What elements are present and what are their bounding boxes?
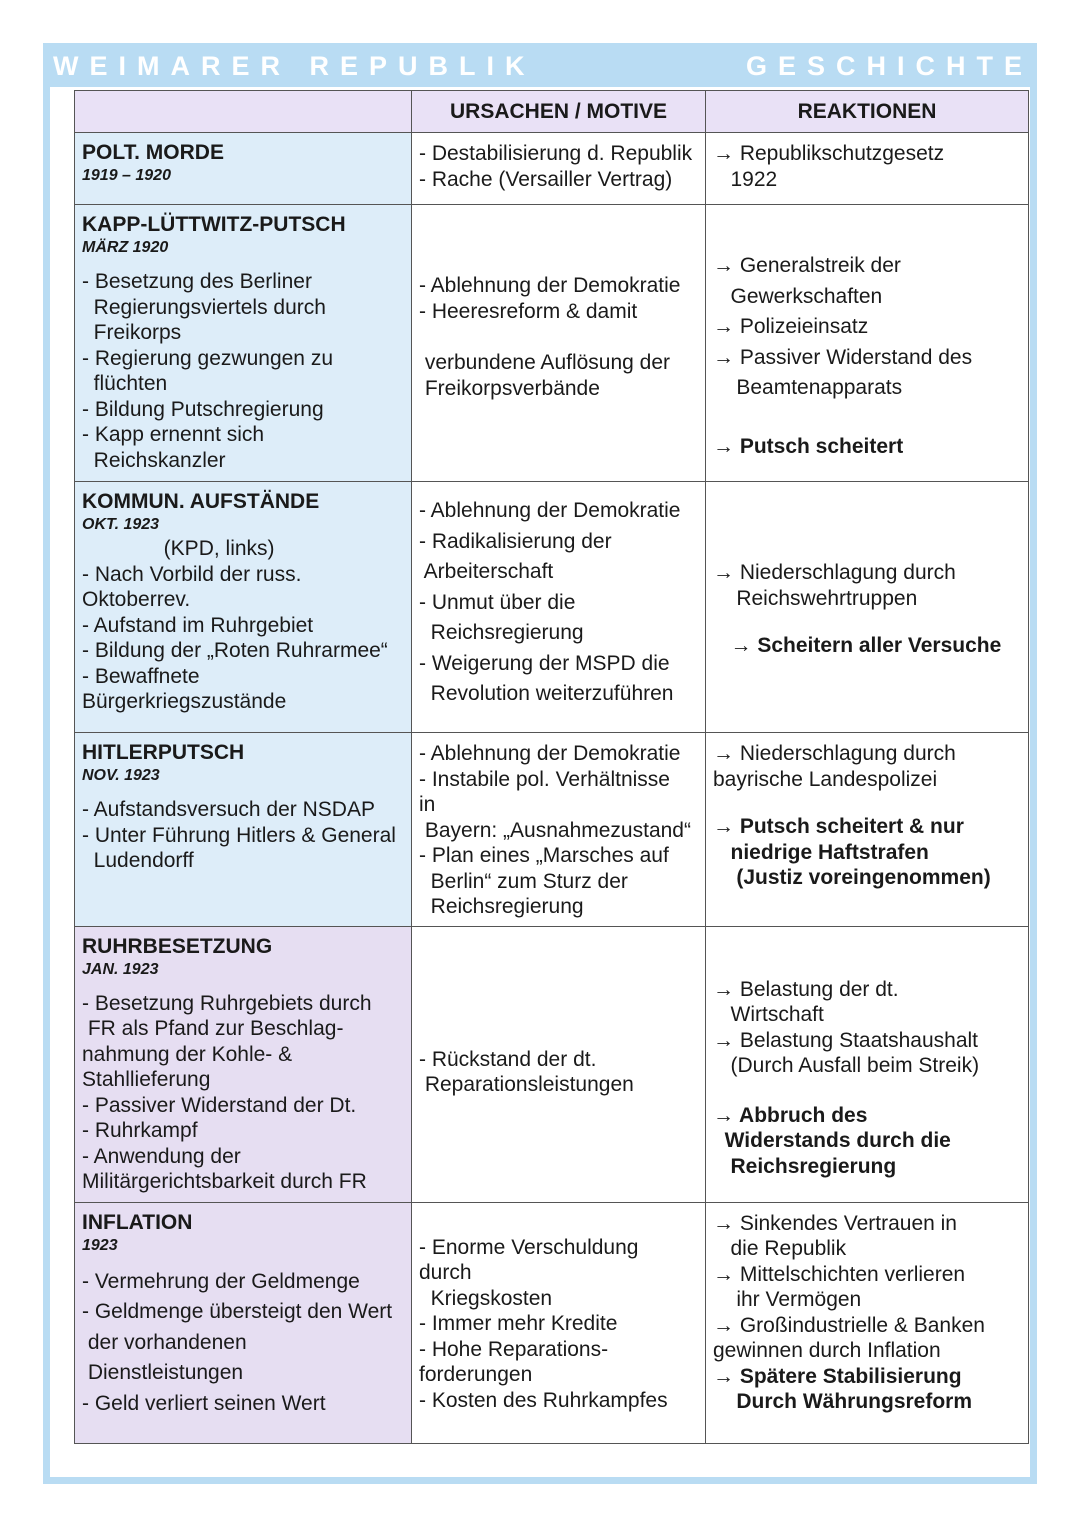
event-detail-line: Bürgerkriegszustände: [82, 690, 287, 713]
cause-line: - Enorme Verschuldung: [419, 1235, 639, 1259]
reaction-line: die Republik: [713, 1237, 847, 1260]
event-cell: [75, 926, 412, 1202]
cause-line: - Destabilisierung d. Republik: [419, 142, 693, 165]
column-header-causes: URSACHEN / MOTIVE: [412, 91, 706, 133]
event-detail-line: FR als Pfand zur Beschlag-: [82, 1017, 344, 1040]
event-date: MÄRZ 1920: [82, 239, 169, 256]
reaction-result-line: → Putsch scheitert: [713, 434, 904, 458]
event-detail-line: Militärgerichtsbarkeit durch FR: [82, 1170, 367, 1193]
cause-line: - Rückstand der dt.: [419, 1047, 597, 1071]
column-header-event: [75, 91, 412, 133]
reaction-line: Gewerkschaften: [713, 284, 883, 308]
event-detail-line: - Bildung der „Roten Ruhrarmee“: [82, 639, 388, 662]
reaction-line: 1922: [713, 167, 778, 191]
cause-line: Revolution weiterzuführen: [419, 682, 674, 705]
cause-line: - Hohe Reparations-: [419, 1337, 609, 1361]
reaction-line: → Generalstreik der: [713, 254, 901, 277]
reactions-cell: [706, 1202, 1029, 1443]
event-detail-line: Reichskanzler: [82, 448, 226, 472]
event-detail-line: Regierungsviertels durch: [82, 295, 326, 319]
event-date: OKT. 1923: [82, 516, 160, 533]
reaction-line: → Republikschutzgesetz: [713, 142, 945, 165]
cause-line: Reparationsleistungen: [419, 1073, 634, 1096]
cause-line: - Ablehnung der Demokratie: [419, 742, 681, 765]
reaction-line: → Niederschlagung durch: [713, 742, 956, 765]
cause-line: in: [419, 793, 436, 816]
cause-line: Bayern: „Ausnahmezustand“: [419, 818, 691, 842]
reaction-line: → Mittelschichten verlieren: [713, 1262, 966, 1286]
reaction-line: (Durch Ausfall beim Streik): [713, 1054, 980, 1077]
event-date: 1923: [82, 1236, 118, 1254]
event-title: INFLATION: [82, 1210, 193, 1234]
table-header-row: [75, 91, 1029, 133]
reaction-line: → Großindustrielle & Banken: [713, 1313, 985, 1337]
cause-line: - Plan eines „Marsches auf: [419, 844, 669, 867]
cause-line: verbundene Auflösung der: [419, 351, 671, 374]
cause-line: durch: [419, 1261, 472, 1284]
event-detail-line: - Regierung gezwungen zu: [82, 346, 333, 370]
causes-cell: [412, 205, 706, 482]
event-detail-line: Dienstleistungen: [82, 1361, 244, 1384]
reaction-line: → Belastung Staatshaushalt: [713, 1028, 979, 1052]
reaction-result-line: → Scheitern aller Versuche: [713, 634, 1002, 657]
causes-cell: [412, 1202, 706, 1443]
event-detail-line: - Geld verliert seinen Wert: [82, 1391, 326, 1415]
cause-line: - Immer mehr Kredite: [419, 1312, 618, 1335]
cause-line: - Heeresreform & damit: [419, 299, 638, 323]
event-title: RUHRBESETZUNG: [82, 934, 273, 958]
reaction-line: ihr Vermögen: [713, 1288, 862, 1311]
events-table: [74, 90, 1029, 1444]
event-cell: [75, 133, 412, 205]
reaction-result-line: → Spätere Stabilisierung: [713, 1364, 962, 1388]
cause-line: Freikorpsverbände: [419, 376, 600, 400]
reaction-result-line: niedrige Haftstrafen: [713, 840, 929, 864]
event-detail-line: Oktoberrev.: [82, 588, 191, 611]
event-detail-line: (KPD, links): [82, 537, 275, 560]
reactions-cell: [706, 926, 1029, 1202]
table-row: [75, 133, 1029, 205]
event-title: KAPP-LÜTTWITZ-PUTSCH: [82, 213, 346, 236]
reaction-line: → Polizeieinsatz: [713, 315, 869, 338]
column-header-reactions: REAKTIONEN: [706, 91, 1029, 133]
event-detail-line: - Nach Vorbild der russ.: [82, 562, 302, 586]
reaction-line: Beamtenapparats: [713, 376, 903, 399]
cause-line: [419, 324, 699, 350]
cause-line: - Rache (Versailler Vertrag): [419, 167, 673, 191]
reactions-cell: [706, 133, 1029, 205]
reaction-result-line: Durch Währungsreform: [713, 1390, 973, 1413]
cause-line: forderungen: [419, 1363, 533, 1386]
cause-line: Reichsregierung: [419, 621, 584, 644]
event-cell: [75, 733, 412, 927]
causes-cell: [412, 133, 706, 205]
cause-line: - Ablehnung der Demokratie: [419, 274, 681, 297]
reaction-result-line: (Justiz voreingenommen): [713, 866, 991, 889]
reaction-result-line: Reichsregierung: [713, 1154, 897, 1178]
reactions-cell: [706, 482, 1029, 733]
event-detail-line: - Besetzung des Berliner: [82, 270, 312, 293]
reaction-line: → Belastung der dt.: [713, 977, 899, 1001]
table-row: [75, 733, 1029, 927]
event-detail-line: Freikorps: [82, 321, 182, 344]
event-detail-line: - Vermehrung der Geldmenge: [82, 1269, 360, 1293]
causes-cell: [412, 733, 706, 927]
table-row: [75, 205, 1029, 482]
reaction-line: Reichswehrtruppen: [713, 586, 918, 610]
event-title: HITLERPUTSCH: [82, 741, 245, 764]
causes-cell: [412, 482, 706, 733]
table-row: [75, 1202, 1029, 1443]
causes-cell: [412, 926, 706, 1202]
event-detail-line: der vorhandenen: [82, 1330, 247, 1354]
reactions-cell: [706, 205, 1029, 482]
event-detail-line: - Geldmenge übersteigt den Wert: [82, 1300, 393, 1323]
event-detail-line: - Aufstand im Ruhrgebiet: [82, 613, 314, 637]
cause-line: - Kosten des Ruhrkampfes: [419, 1388, 668, 1412]
event-detail-line: - Kapp ernennt sich: [82, 423, 265, 446]
event-detail-line: - Aufstandsversuch der NSDAP: [82, 798, 375, 821]
cause-line: - Instabile pol. Verhältnisse: [419, 767, 670, 791]
event-cell: [75, 1202, 412, 1443]
event-detail-line: - Bewaffnete: [82, 664, 200, 688]
reaction-result-line: Widerstands durch die: [713, 1129, 951, 1152]
reaction-line: bayrische Landespolizei: [713, 767, 938, 791]
cause-line: Berlin“ zum Sturz der: [419, 869, 628, 893]
event-detail-line: Ludendorff: [82, 849, 194, 872]
event-title: KOMMUN. AUFSTÄNDE: [82, 490, 320, 513]
reactions-cell: [706, 733, 1029, 927]
table-row: [75, 926, 1029, 1202]
cause-line: - Weigerung der MSPD die: [419, 651, 670, 675]
reaction-line: → Sinkendes Vertrauen in: [713, 1211, 957, 1235]
cause-line: Kriegskosten: [419, 1286, 553, 1310]
event-date: NOV. 1923: [82, 767, 160, 784]
cause-line: - Ablehnung der Demokratie: [419, 499, 681, 522]
reaction-result-line: → Abbruch des: [713, 1103, 868, 1127]
reaction-line: gewinnen durch Inflation: [713, 1339, 941, 1362]
event-title: POLT. MORDE: [82, 141, 224, 164]
event-detail-line: - Besetzung Ruhrgebiets durch: [82, 991, 372, 1015]
event-detail-line: - Ruhrkampf: [82, 1119, 198, 1142]
event-detail-line: - Passiver Widerstand der Dt.: [82, 1093, 357, 1117]
banner-title: WEIMARER REPUBLIK: [53, 51, 536, 81]
cause-line: Arbeiterschaft: [419, 560, 554, 583]
event-cell: [75, 205, 412, 482]
reaction-line: → Niederschlagung durch: [713, 561, 956, 584]
event-detail-line: - Anwendung der: [82, 1144, 241, 1168]
cause-line: - Unmut über die: [419, 590, 576, 614]
event-detail-line: - Unter Führung Hitlers & General: [82, 823, 396, 847]
reaction-result-line: → Putsch scheitert & nur: [713, 815, 964, 838]
event-cell: [75, 482, 412, 733]
table-row: [75, 482, 1029, 733]
event-detail-line: nahmung der Kohle- &: [82, 1042, 293, 1066]
cause-line: Reichsregierung: [419, 895, 584, 918]
reaction-line: Wirtschaft: [713, 1003, 824, 1026]
event-detail-line: flüchten: [82, 372, 168, 395]
event-detail-line: Stahllieferung: [82, 1068, 211, 1091]
event-detail-line: - Bildung Putschregierung: [82, 397, 324, 421]
banner-subject: GESCHICHTE: [745, 51, 1033, 81]
event-date: 1919 – 1920: [82, 167, 171, 184]
event-date: JAN. 1923: [82, 960, 159, 978]
reaction-line: → Passiver Widerstand des: [713, 345, 973, 369]
cause-line: - Radikalisierung der: [419, 529, 612, 553]
